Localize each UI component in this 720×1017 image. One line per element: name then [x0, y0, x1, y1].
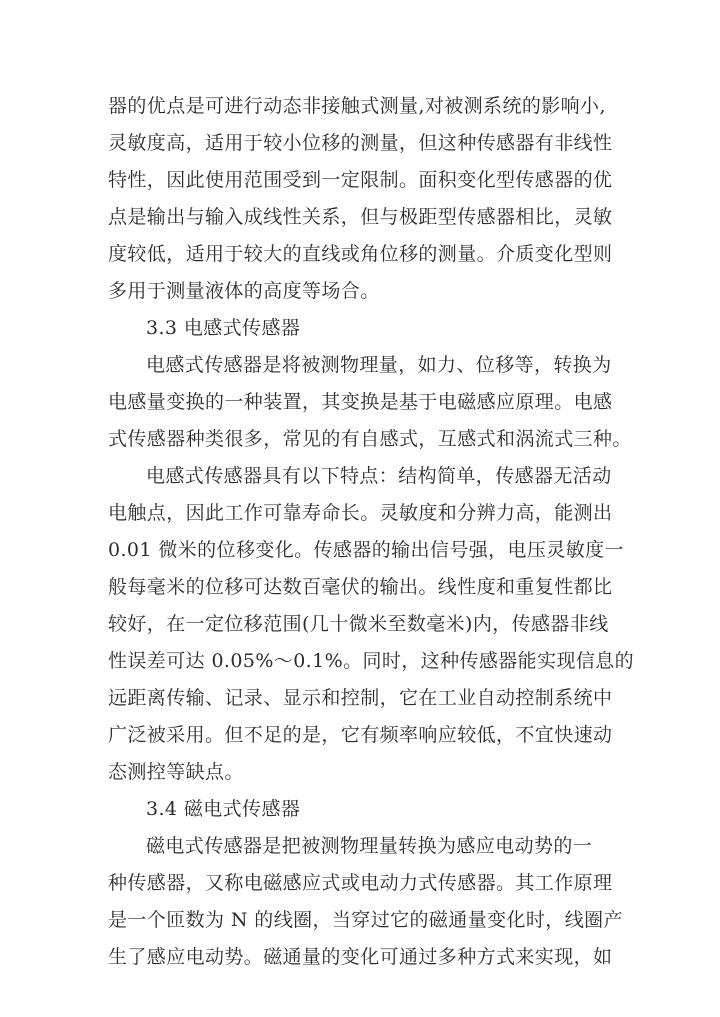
text-line: 般每毫米的位移可达数百毫伏的输出。线性度和重复性都比: [108, 576, 613, 598]
text-line: 电感式传感器具有以下特点：结构简单，传感器无活动: [146, 465, 612, 487]
text-line: 灵敏度高，适用于较小位移的测量，但这种传感器有非线性: [108, 132, 613, 154]
section-heading: 3.4 磁电式传感器: [146, 798, 301, 820]
text-line: 广泛被采用。但不足的是，它有频率响应较低，不宜快速动: [108, 724, 613, 746]
text-line: 是一个匝数为 N 的线圈，当穿过它的磁通量变化时，线圈产: [108, 909, 623, 931]
text-line: 远距离传输、记录、显示和控制，它在工业自动控制系统中: [108, 687, 613, 709]
text-line: 态测控等缺点。: [108, 761, 244, 783]
text-line: 器的优点是可进行动态非接触式测量,对被测系统的影响小,: [108, 95, 606, 117]
text-line: 度较低，适用于较大的直线或角位移的测量。介质变化型则: [108, 243, 613, 265]
text-line: 种传感器，又称电磁感应式或电动力式传感器。其工作原理: [108, 872, 613, 894]
text-line: 电触点，因此工作可靠寿命长。灵敏度和分辨力高，能测出: [108, 502, 613, 524]
text-line: 较好，在一定位移范围(几十微米至数毫米)内，传感器非线: [108, 613, 609, 635]
text-line: 点是输出与输入成线性关系，但与极距型传感器相比，灵敏: [108, 206, 613, 228]
text-line: 式传感器种类很多，常见的有自感式，互感式和涡流式三种。: [108, 428, 632, 450]
text-line: 0.01 微米的位移变化。传感器的输出信号强，电压灵敏度一: [108, 539, 624, 561]
text-line: 性误差可达 0.05%～0.1%。同时，这种传感器能实现信息的: [108, 650, 635, 672]
text-line: 多用于测量液体的高度等场合。: [108, 280, 380, 302]
text-line: 生了感应电动势。磁通量的变化可通过多种方式来实现，如: [108, 946, 613, 968]
text-line: 电感式传感器是将被测物理量，如力、位移等，转换为: [146, 354, 612, 376]
text-line: 磁电式传感器是把被测物理量转换为感应电动势的一: [146, 835, 593, 857]
text-line: 特性，因此使用范围受到一定限制。面积变化型传感器的优: [108, 169, 613, 191]
section-heading: 3.3 电感式传感器: [146, 317, 301, 339]
text-line: 电感量变换的一种装置，其变换是基于电磁感应原理。电感: [108, 391, 613, 413]
